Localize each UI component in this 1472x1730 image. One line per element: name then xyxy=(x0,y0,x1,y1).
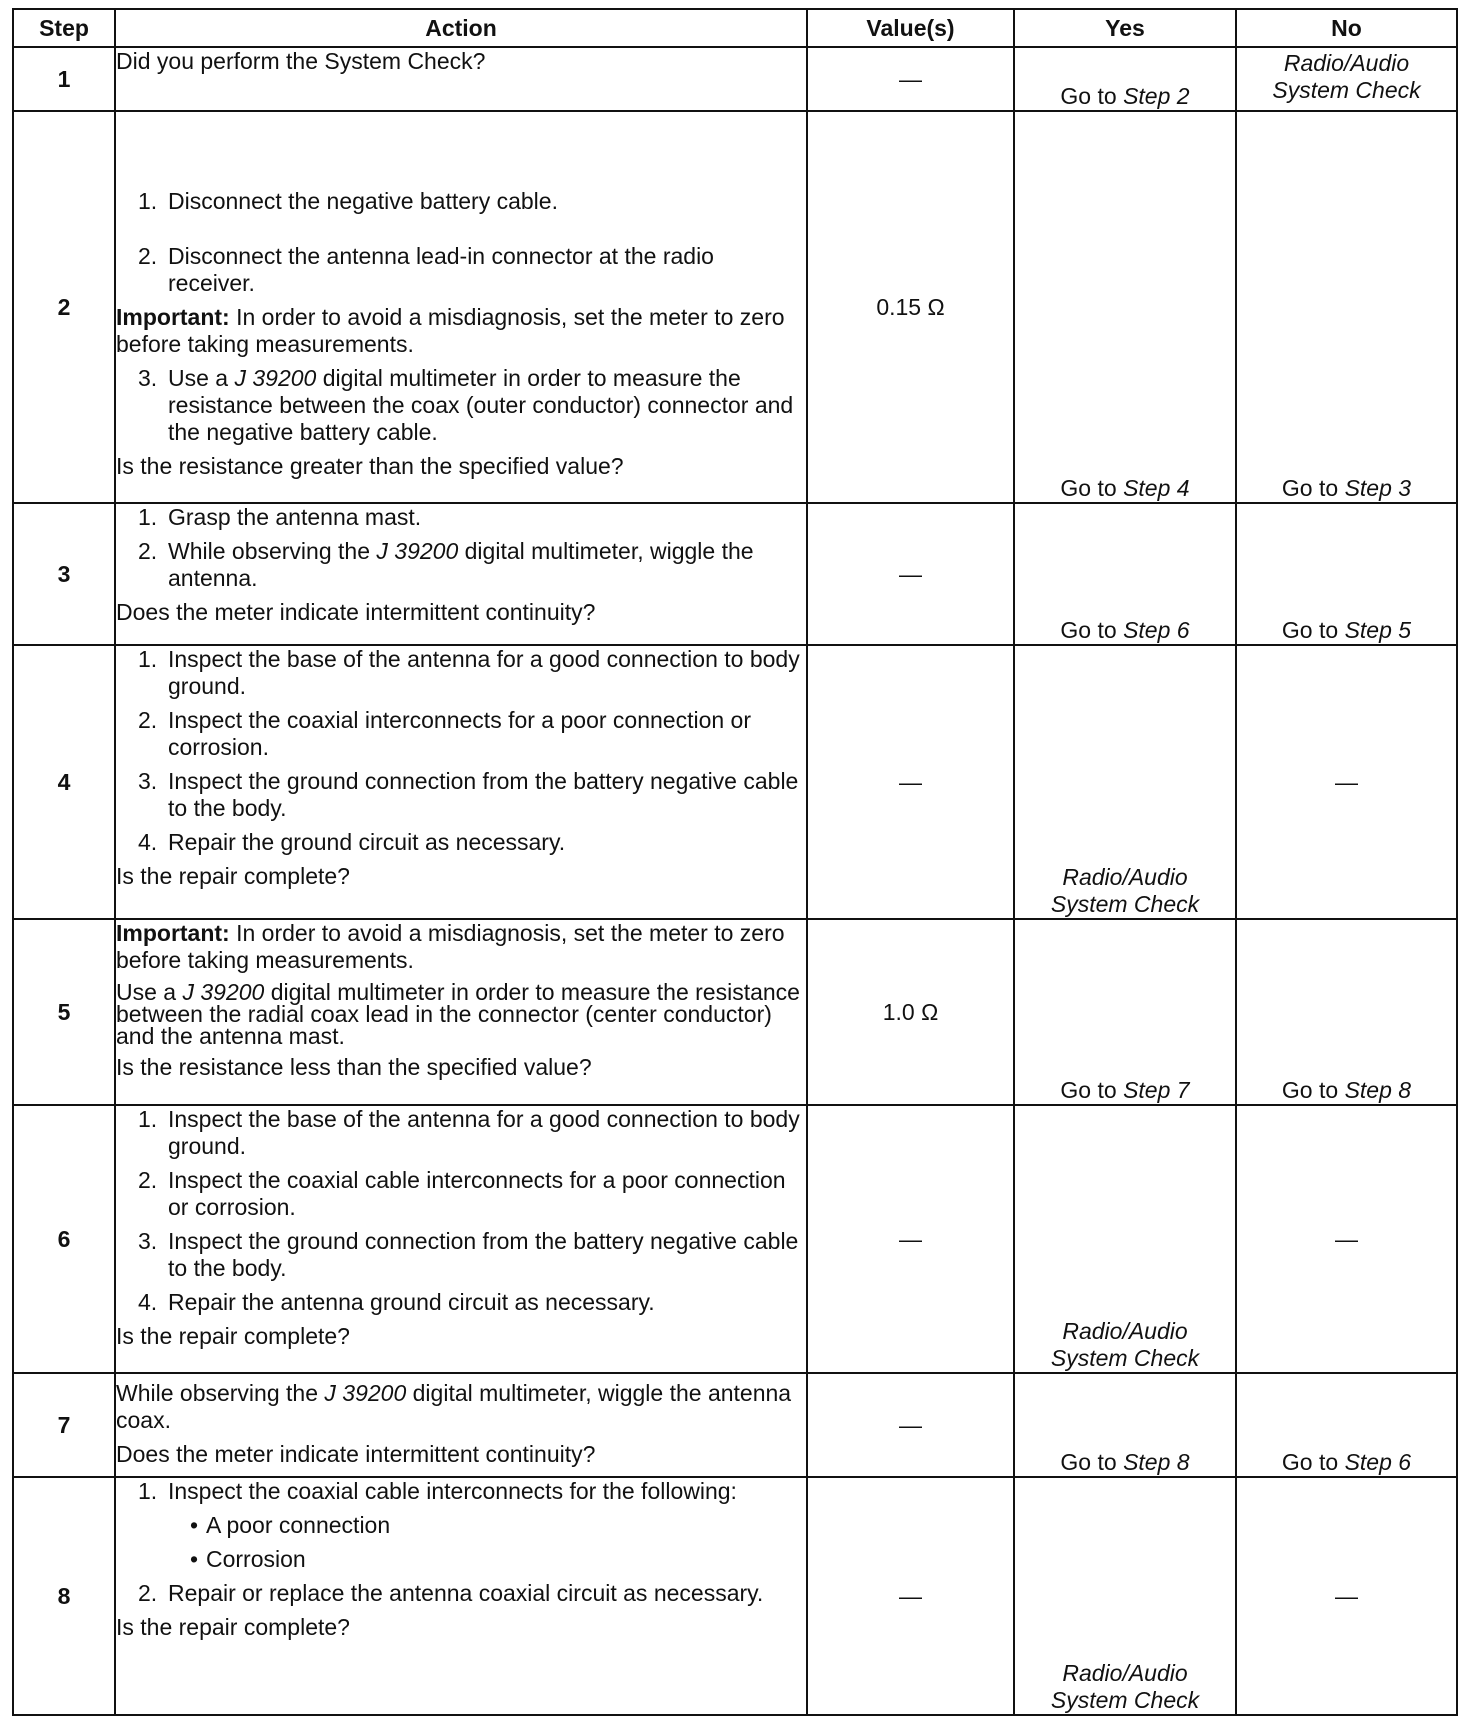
list-item: 1. Inspect the base of the antenna for a good connection to body ground. xyxy=(138,1106,800,1159)
no-cell: — xyxy=(1236,645,1457,919)
value-cell: — xyxy=(807,503,1014,645)
question-text: Does the meter indicate intermittent continuity? xyxy=(116,599,596,625)
list-item: 3. Inspect the ground connection from the battery negative cable to the body. xyxy=(138,768,799,821)
question-text: Is the repair complete? xyxy=(116,863,350,889)
header-action: Action xyxy=(115,9,807,47)
list-item: 2. Repair or replace the antenna coaxial circuit as necessary. xyxy=(138,1580,764,1606)
go-to-label: Go to xyxy=(1060,475,1117,501)
step-ref: Step 6 xyxy=(1123,617,1190,643)
table-row xyxy=(13,111,1457,503)
yes-cell xyxy=(1014,1105,1236,1373)
system-check-ref: System Check xyxy=(1050,1687,1200,1713)
action-cell xyxy=(115,1105,807,1373)
action-cell xyxy=(115,47,807,111)
yes-cell xyxy=(1014,1373,1236,1477)
value-cell: — xyxy=(807,645,1014,919)
no-cell xyxy=(1236,47,1457,111)
step-number: 4 xyxy=(13,645,115,919)
step-number: 7 xyxy=(13,1373,115,1477)
step-number: 3 xyxy=(13,503,115,645)
value-cell: — xyxy=(807,1477,1014,1715)
table-row xyxy=(13,919,1457,1105)
list-item: 2. Inspect the coaxial cable interconnects for a poor connection or corrosion. xyxy=(138,1167,786,1220)
list-item: 1. Disconnect the negative battery cable. xyxy=(138,188,558,214)
question-text: Is the repair complete? xyxy=(116,1614,350,1640)
action-cell xyxy=(115,1373,807,1477)
step-ref: Step 8 xyxy=(1123,1449,1190,1475)
important-note: Important: In order to avoid a misdiagnosis, set the meter to zero before taking measurements. xyxy=(116,304,785,357)
system-check-ref: Radio/Audio xyxy=(1062,1660,1188,1686)
go-to-label: Go to xyxy=(1060,83,1117,109)
no-cell xyxy=(1236,1373,1457,1477)
value-cell: — xyxy=(807,47,1014,111)
list-item: 3. Inspect the ground connection from the battery negative cable to the body. xyxy=(138,1228,799,1281)
yes-cell xyxy=(1014,645,1236,919)
list-item: 2. Inspect the coaxial interconnects for a poor connection or corrosion. xyxy=(138,707,752,760)
yes-cell xyxy=(1014,919,1236,1105)
list-item: 1. Inspect the coaxial cable interconnects for the following: xyxy=(138,1478,737,1504)
step-ref: Step 5 xyxy=(1344,617,1412,643)
action-cell xyxy=(115,1477,807,1715)
no-cell xyxy=(1236,919,1457,1105)
system-check-ref: Radio/Audio xyxy=(1062,1318,1188,1344)
system-check-ref: System Check xyxy=(1050,891,1200,917)
table-row xyxy=(13,1373,1457,1477)
go-to-label: Go to xyxy=(1060,1077,1117,1103)
list-item: 4. Repair the antenna ground circuit as necessary. xyxy=(138,1289,655,1315)
question-text: Does the meter indicate intermittent continuity? xyxy=(116,1441,596,1467)
step-number: 6 xyxy=(13,1105,115,1373)
question-text: Is the repair complete? xyxy=(116,1323,350,1349)
question-text: Is the resistance less than the specified value? xyxy=(116,1054,592,1080)
step-ref: Step 4 xyxy=(1123,475,1190,501)
go-to-label: Go to xyxy=(1281,475,1339,501)
header-no: No xyxy=(1236,9,1457,47)
yes-cell xyxy=(1014,503,1236,645)
value-cell: — xyxy=(807,1105,1014,1373)
list-item: 3. Use a J 39200 digital multimeter in order to measure the resistance between the coax (outer conductor) connector and the negative battery cable. xyxy=(138,365,794,445)
header-yes: Yes xyxy=(1014,9,1236,47)
action-cell xyxy=(115,919,807,1105)
important-note: Important: In order to avoid a misdiagnosis, set the meter to zero before taking measurements. xyxy=(116,920,785,973)
no-cell xyxy=(1236,503,1457,645)
step-ref: Step 3 xyxy=(1344,475,1412,501)
table-row xyxy=(13,503,1457,645)
step-ref: Step 6 xyxy=(1344,1449,1412,1475)
table-row xyxy=(13,645,1457,919)
bullet-item: • Corrosion xyxy=(190,1546,306,1572)
no-cell xyxy=(1236,111,1457,503)
step-number: 2 xyxy=(13,111,115,503)
step-number: 1 xyxy=(13,47,115,111)
header-row xyxy=(13,9,1457,47)
list-item: 2. Disconnect the antenna lead-in connector at the radio receiver. xyxy=(138,243,714,296)
go-to-label: Go to xyxy=(1281,1449,1339,1475)
value-cell: 1.0 Ω xyxy=(807,919,1014,1105)
step-ref: Step 7 xyxy=(1123,1077,1190,1103)
diagnostic-sheet xyxy=(12,8,1456,1716)
go-to-label: Go to xyxy=(1060,1449,1117,1475)
action-cell xyxy=(115,645,807,919)
list-item: 1. Inspect the base of the antenna for a good connection to body ground. xyxy=(138,646,800,699)
yes-cell xyxy=(1014,111,1236,503)
table-row xyxy=(13,47,1457,111)
go-to-label: Go to xyxy=(1060,617,1117,643)
action-cell xyxy=(115,111,807,503)
instruction-text: While observing the J 39200 digital multimeter, wiggle the antenna coax. xyxy=(116,1380,792,1433)
yes-cell xyxy=(1014,47,1236,111)
bullet-item: • A poor connection xyxy=(190,1512,391,1538)
instruction-text: Use a J 39200 digital multimeter in order to measure the resistance between the radial coax lead in the connector (center conductor) and the antenna mast. xyxy=(116,979,800,1049)
value-cell: 0.15 Ω xyxy=(807,111,1014,503)
system-check-ref: System Check xyxy=(1272,77,1421,103)
table-row xyxy=(13,1105,1457,1373)
yes-cell xyxy=(1014,1477,1236,1715)
question-text: Is the resistance greater than the specified value? xyxy=(116,453,624,479)
step-number: 5 xyxy=(13,919,115,1105)
table-row xyxy=(13,1477,1457,1715)
list-item: 1. Grasp the antenna mast. xyxy=(138,504,422,530)
header-values: Value(s) xyxy=(807,9,1014,47)
system-check-ref: System Check xyxy=(1050,1345,1200,1371)
go-to-label: Go to xyxy=(1281,1077,1339,1103)
no-cell: — xyxy=(1236,1477,1457,1715)
question-text: Did you perform the System Check? xyxy=(116,48,486,74)
list-item: 2. While observing the J 39200 digital multimeter, wiggle the antenna. xyxy=(138,538,754,591)
step-ref: Step 8 xyxy=(1344,1077,1412,1103)
no-cell: — xyxy=(1236,1105,1457,1373)
step-number: 8 xyxy=(13,1477,115,1715)
list-item: 4. Repair the ground circuit as necessary. xyxy=(138,829,566,855)
action-cell xyxy=(115,503,807,645)
header-step: Step xyxy=(13,9,115,47)
system-check-ref: Radio/Audio xyxy=(1062,864,1188,890)
go-to-label: Go to xyxy=(1281,617,1339,643)
diagnostic-table xyxy=(12,8,1458,1716)
system-check-ref: Radio/Audio xyxy=(1283,50,1410,76)
step-ref: Step 2 xyxy=(1123,83,1190,109)
value-cell: — xyxy=(807,1373,1014,1477)
